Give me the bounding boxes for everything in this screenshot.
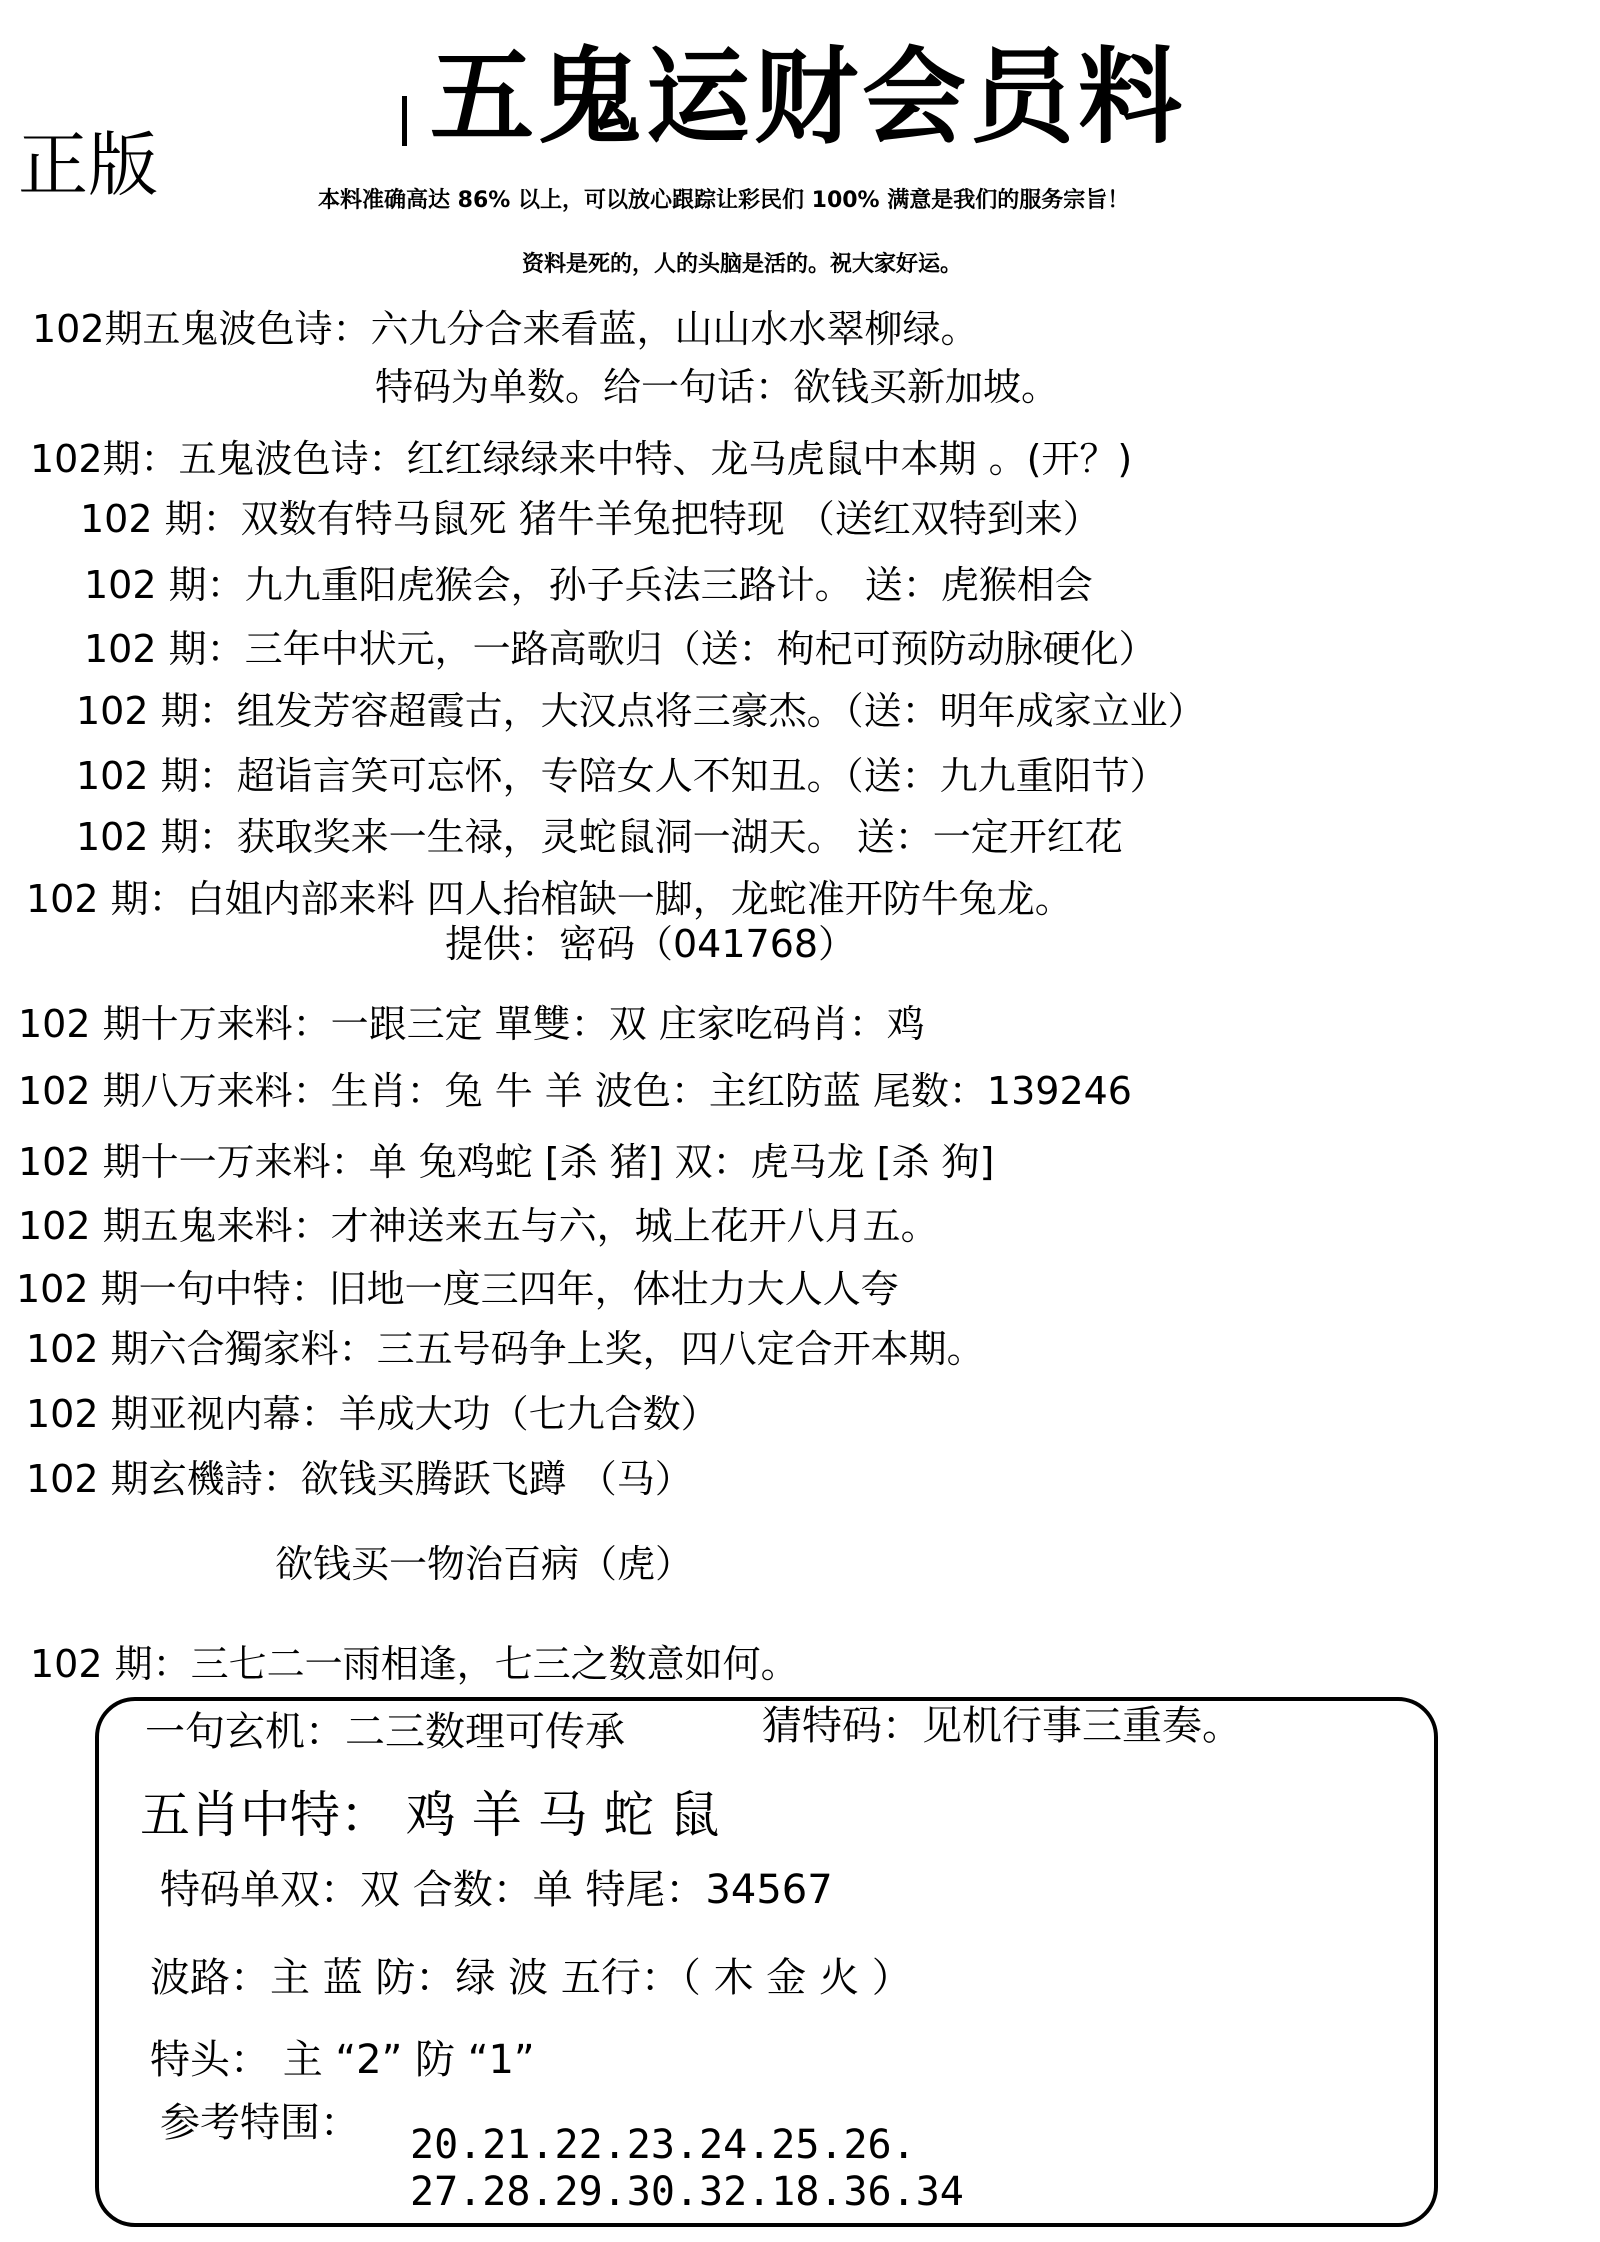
page-title: 五鬼运财会员料 (430, 36, 1187, 158)
box-five-zodiac: 五肖中特： 鸡 羊 马 蛇 鼠 (140, 1786, 720, 1844)
box-head-digit: 特头： 主 “2” 防 “1” (150, 2037, 535, 2083)
edition-badge: 正版 (18, 124, 158, 206)
entry-line: 102期五鬼波色诗：六九分合来看蓝，山山水水翠柳绿。 (32, 307, 979, 351)
box-odd-even: 特码单双：双 合数：单 特尾：34567 (160, 1867, 833, 1913)
entry-line: 102 期：白姐内部来料 四人抬棺缺一脚，龙蛇准开防牛兔龙。 (26, 877, 1073, 921)
entry-line: 102 期玄機詩：欲钱买腾跃飞蹲 （马） (26, 1457, 693, 1501)
subtitle-accuracy: 本料准确高达 86% 以上，可以放心跟踪让彩民们 100% 满意是我们的服务宗旨！ (318, 188, 1130, 213)
entry-line: 102 期：三年中状元，一路高歌归（送：枸杞可预防动脉硬化） (84, 627, 1157, 671)
entry-line: 102 期亚视内幕：羊成大功（七九合数） (26, 1392, 719, 1436)
entry-line: 102 期：三七二一雨相逢，七三之数意如何。 (30, 1642, 799, 1686)
entry-line: 102 期：组发芳容超霞古，大汉点将三豪杰。（送：明年成家立业） (76, 689, 1206, 733)
entry-line: 提供：密码（041768） (445, 922, 857, 966)
box-reference-label: 参考特围： (160, 2100, 360, 2146)
box-reference-row2: 27.28.29.30.32.18.36.34 (410, 2169, 964, 2215)
entry-line: 102 期十一万来料：单 兔鸡蛇 [杀 猪] 双：虎马龙 [杀 狗] (18, 1140, 995, 1184)
entry-line: 102 期六合獨家料：三五号码争上奖，四八定合开本期。 (26, 1327, 985, 1371)
box-guess-code: 猜特码：见机行事三重奏。 (762, 1703, 1242, 1749)
box-reference-row1: 20.21.22.23.24.25.26. (410, 2122, 916, 2168)
entry-line: 102 期：九九重阳虎猴会，孙子兵法三路计。 送：虎猴相会 (84, 563, 1093, 607)
entry-line: 102 期：双数有特马鼠死 猪牛羊兔把特现 （送红双特到来） (80, 497, 1101, 541)
entry-line: 102期：五鬼波色诗：红红绿绿来中特、龙马虎鼠中本期 。(开？) (30, 437, 1133, 481)
entry-line: 欲钱买一物治百病（虎） (275, 1542, 694, 1586)
box-riddle: 一句玄机：二三数理可传承 (145, 1709, 625, 1755)
entry-line: 特码为单数。给一句话：欲钱买新加坡。 (375, 365, 1060, 409)
subtitle-luck: 资料是死的，人的头脑是活的。祝大家好运。 (522, 252, 963, 277)
entry-line: 102 期八万来料：生肖：兔 牛 羊 波色：主红防蓝 尾数：139246 (18, 1069, 1132, 1113)
entry-line: 102 期：获取奖来一生禄，灵蛇鼠洞一湖天。 送：一定开红花 (76, 815, 1123, 859)
box-wave-path: 波路：主 蓝 防：绿 波 五行：（ 木 金 火 ） (150, 1955, 912, 2001)
entry-line: 102 期一句中特：旧地一度三四年，体壮力大人人夸 (16, 1267, 899, 1311)
entry-line: 102 期：超诣言笑可忘怀，专陪女人不知丑。（送：九九重阳节） (76, 754, 1168, 798)
title-bar-mark (402, 96, 407, 146)
entry-line: 102 期五鬼来料：才神送来五与六，城上花开八月五。 (18, 1204, 939, 1248)
entry-line: 102 期十万来料：一跟三定 單雙：双 庄家吃码肖：鸡 (18, 1002, 925, 1046)
